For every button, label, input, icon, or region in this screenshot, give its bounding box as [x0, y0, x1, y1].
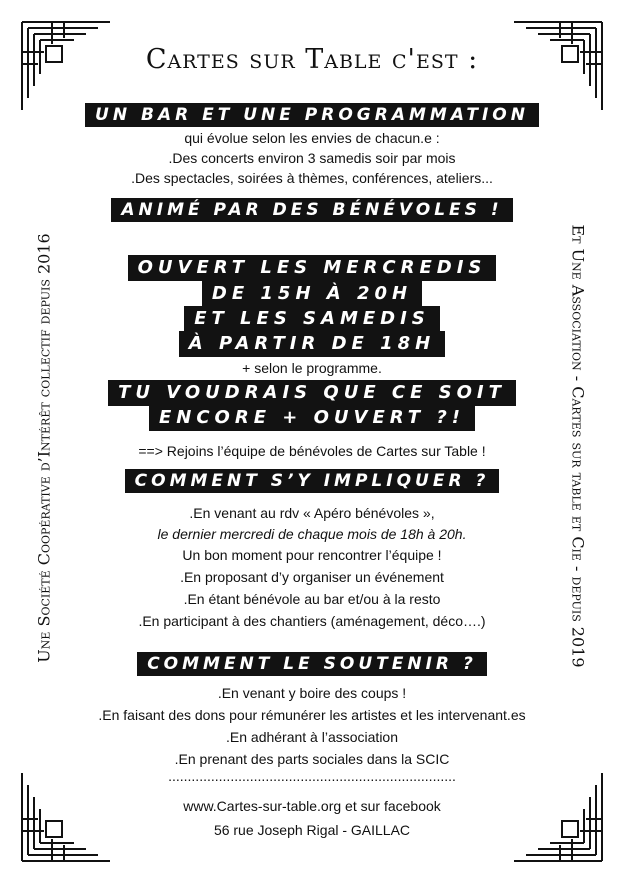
horaires-line: À PARTIR DE 18H	[0, 331, 624, 357]
impliquer-line: .En participant à des chantiers (aménagement, déco….)	[138, 613, 486, 629]
selon-programme-text: + selon le programme.	[242, 360, 382, 376]
programme-line: .Des spectacles, soirées à thèmes, conférences, ateliers...	[131, 170, 493, 186]
horaires-line: OUVERT LES MERCREDIS	[0, 255, 624, 281]
impliquer-line: .En venant au rdv « Apéro bénévoles »,	[189, 505, 435, 521]
horaires-line: ET LES SAMEDIS	[0, 306, 624, 332]
banner-soutenir: COMMENT LE SOUTENIR ?	[0, 652, 624, 676]
footer-address: 56 rue Joseph Rigal - GAILLAC	[213, 822, 411, 838]
dotted-separator: ..........................................................................	[168, 768, 456, 784]
side-text-association: Et Une Association - Cartes sur table et Cie - depuis 2019	[568, 224, 588, 668]
banner-impliquer: COMMENT S’Y IMPLIQUER ?	[0, 469, 624, 493]
soutenir-line: .En faisant des dons pour rémunérer les artistes et les intervenant.es	[98, 707, 526, 723]
soutenir-line: .En adhérant à l’association	[226, 729, 398, 745]
page-title: Cartes sur Table c'est :	[145, 44, 479, 75]
impliquer-line: Un bon moment pour rencontrer l’équipe !	[182, 547, 442, 563]
footer-website: www.Cartes-sur-table.org et sur facebook	[183, 798, 441, 814]
horaires-line: DE 15H À 20H	[0, 281, 624, 307]
impliquer-line: .En étant bénévole au bar et/ou à la resto	[183, 591, 441, 607]
banner-benevoles: ANIMÉ PAR DES BÉNÉVOLES !	[0, 198, 624, 222]
soutenir-line: .En venant y boire des coups !	[217, 685, 407, 701]
soutenir-line: .En prenant des parts sociales dans la SCIC	[174, 751, 450, 767]
tu-voudrais-line: TU VOUDRAIS QUE CE SOIT	[0, 380, 624, 406]
side-text-scic: Une Société Coopérative d’Intérêt collectif depuis 2016	[34, 233, 54, 663]
programme-line: qui évolue selon les envies de chacun.e :	[184, 130, 440, 146]
tu-voudrais-line: ENCORE + OUVERT ?!	[0, 405, 624, 431]
banner-bar-programmation: UN BAR ET UNE PROGRAMMATION	[0, 103, 624, 127]
programme-line: .Des concerts environ 3 samedis soir par mois	[168, 150, 456, 166]
rejoins-text: ==> Rejoins l’équipe de bénévoles de Cartes sur Table !	[138, 443, 486, 459]
impliquer-line: le dernier mercredi de chaque mois de 18h à 20h.	[157, 526, 467, 542]
impliquer-line: .En proposant d’y organiser un événement	[180, 569, 444, 585]
